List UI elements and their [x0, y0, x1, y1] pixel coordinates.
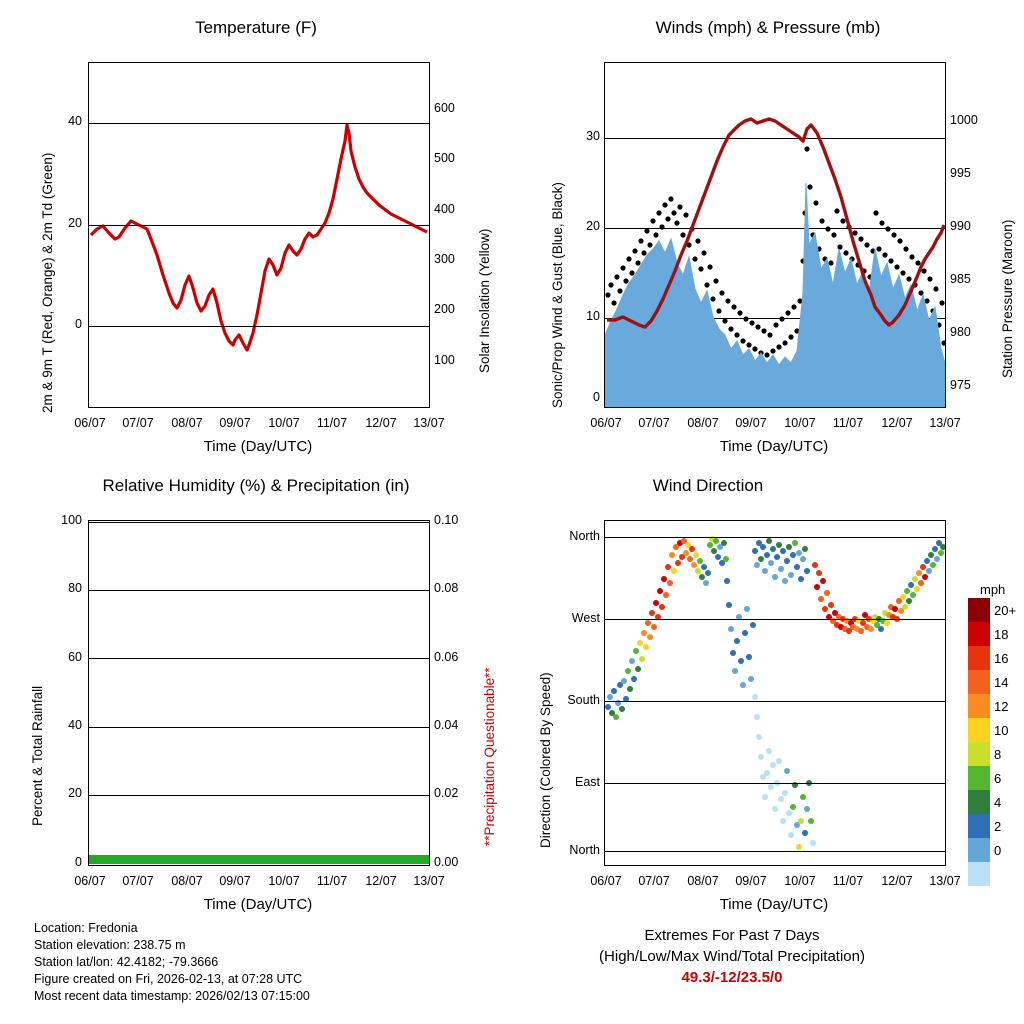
x-axis-label-temperature: Time (Day/UTC)	[203, 438, 313, 455]
x-tick-temp-3: 09/07	[219, 416, 251, 430]
y-axis-label-humidity-right: **Precipitation Questionable**	[482, 667, 497, 846]
x-tick-temp-6: 12/07	[365, 416, 397, 430]
x-tick-temp-2: 08/07	[171, 416, 203, 430]
x-tick-winds-0: 06/07	[590, 416, 622, 430]
panel-wind-direction	[512, 476, 1024, 916]
x-tick-hum-0: 06/07	[74, 874, 106, 888]
y-axis-label-winds-left: Sonic/Prop Wind & Gust (Blue, Black)	[550, 182, 565, 408]
x-tick-hum-1: 07/07	[122, 874, 154, 888]
x-tick-temp-4: 10/07	[268, 416, 300, 430]
legend-label-8: 4	[994, 795, 1002, 810]
y-tick-winds-right-990: 990	[950, 219, 971, 233]
x-tick-winds-7: 13/07	[929, 416, 961, 430]
plot-area-temperature	[88, 62, 430, 408]
legend-swatch-7	[968, 766, 990, 790]
x-tick-dir-5: 11/07	[832, 874, 864, 888]
x-tick-dir-7: 13/07	[929, 874, 961, 888]
y-tick-winds-right-995: 995	[950, 166, 971, 180]
x-tick-hum-2: 08/07	[171, 874, 203, 888]
legend-label-4: 12	[994, 699, 1009, 714]
x-tick-dir-1: 07/07	[638, 874, 670, 888]
legend-swatch-11	[968, 862, 990, 886]
y-axis-label-humidity-left: Percent & Total Rainfall	[30, 685, 45, 826]
x-tick-winds-2: 08/07	[687, 416, 719, 430]
x-tick-hum-7: 13/07	[413, 874, 445, 888]
legend-swatch-3	[968, 670, 990, 694]
y-tick-hum-right-000: 0.00	[434, 855, 459, 869]
legend-title-mph: mph	[980, 582, 1006, 597]
x-tick-dir-6: 12/07	[881, 874, 913, 888]
panel-humidity	[0, 476, 512, 916]
y-tick-hum-right-004: 0.04	[434, 718, 459, 732]
y-tick-winds-right-975: 975	[950, 378, 971, 392]
y-tick-dir-west: West	[571, 611, 600, 625]
legend-label-10: 0	[994, 843, 1002, 858]
y-tick-winds-right-985: 985	[950, 272, 971, 286]
panel-title-winds: Winds (mph) & Pressure (mb)	[655, 18, 881, 37]
legend-label-7: 6	[994, 771, 1002, 786]
x-tick-temp-1: 07/07	[122, 416, 154, 430]
y-axis-label-winds-right: Station Pressure (Maroon)	[1000, 219, 1015, 378]
legend-swatch-6	[968, 742, 990, 766]
legend-label-3: 14	[994, 675, 1009, 690]
y-tick-winds-left-10: 10	[586, 309, 600, 323]
y-tick-winds-right-980: 980	[950, 325, 971, 339]
y-tick-hum-left-80: 80	[68, 581, 82, 595]
legend-label-0: 20+	[994, 603, 1017, 618]
y-tick-temp-left-20: 20	[68, 216, 82, 230]
legend-swatch-2	[968, 646, 990, 670]
y-tick-temp-right-400: 400	[434, 202, 455, 216]
y-tick-dir-north-top: North	[569, 529, 600, 543]
plot-area-humidity	[88, 520, 430, 866]
wind-direction-scatter	[605, 521, 945, 865]
legend-swatch-5	[968, 718, 990, 742]
extremes-block	[512, 925, 952, 988]
y-tick-temp-left-0: 0	[75, 317, 82, 331]
extremes-line-2: (High/Low/Max Wind/Total Precipitation)	[599, 948, 865, 965]
x-axis-label-winds: Time (Day/UTC)	[719, 438, 829, 455]
y-tick-winds-left-20: 20	[586, 219, 600, 233]
y-tick-hum-left-20: 20	[68, 786, 82, 800]
legend-swatch-10	[968, 838, 990, 862]
x-tick-winds-4: 10/07	[784, 416, 816, 430]
footer-line-elevation: Station elevation: 238.75 m	[34, 938, 186, 952]
y-tick-temp-right-300: 300	[434, 252, 455, 266]
legend-label-6: 8	[994, 747, 1002, 762]
y-tick-winds-right-1000: 1000	[950, 113, 978, 127]
y-tick-temp-left-40: 40	[68, 114, 82, 128]
legend-label-2: 16	[994, 651, 1009, 666]
x-tick-dir-2: 08/07	[687, 874, 719, 888]
panel-temperature	[0, 18, 512, 458]
y-tick-winds-left-0: 0	[593, 390, 600, 404]
extremes-value: 49.3/-12/23.5/0	[681, 969, 783, 986]
y-axis-label-temperature-right: Solar Insolation (Yellow)	[477, 228, 492, 373]
plot-area-wind-direction	[604, 520, 946, 866]
y-tick-temp-right-600: 600	[434, 101, 455, 115]
footer-line-location: Location: Fredonia	[34, 921, 138, 935]
panel-winds	[512, 18, 1024, 458]
legend-swatch-1	[968, 622, 990, 646]
legend-swatch-8	[968, 790, 990, 814]
legend-swatch-4	[968, 694, 990, 718]
legend-swatch-9	[968, 814, 990, 838]
x-tick-hum-6: 12/07	[365, 874, 397, 888]
humidity-series-rainfall-green	[89, 521, 429, 865]
y-tick-hum-right-010: 0.10	[434, 513, 459, 527]
footer-line-timestamp: Most recent data timestamp: 2026/02/13 07:15:00	[34, 989, 310, 1003]
y-tick-hum-right-008: 0.08	[434, 581, 459, 595]
y-tick-dir-south: South	[567, 693, 600, 707]
footer-line-latlon: Station lat/lon: 42.4182; -79.3666	[34, 955, 219, 969]
plot-area-winds	[604, 62, 946, 408]
x-tick-hum-3: 09/07	[219, 874, 251, 888]
x-tick-temp-5: 11/07	[316, 416, 348, 430]
x-tick-temp-0: 06/07	[74, 416, 106, 430]
footer-line-created: Figure created on Fri, 2026-02-13, at 07:28 UTC	[34, 972, 303, 986]
extremes-line-1: Extremes For Past 7 Days	[644, 927, 820, 944]
x-tick-dir-4: 10/07	[784, 874, 816, 888]
legend-label-9: 2	[994, 819, 1002, 834]
y-tick-hum-left-0: 0	[75, 855, 82, 869]
x-tick-winds-5: 11/07	[832, 416, 864, 430]
y-tick-winds-left-30: 30	[586, 129, 600, 143]
y-tick-hum-left-60: 60	[68, 650, 82, 664]
x-axis-label-humidity: Time (Day/UTC)	[203, 896, 313, 913]
x-tick-dir-3: 09/07	[735, 874, 767, 888]
footer-metadata	[34, 920, 504, 1005]
legend-label-1: 18	[994, 627, 1009, 642]
y-tick-temp-right-200: 200	[434, 302, 455, 316]
y-tick-hum-right-002: 0.02	[434, 786, 459, 800]
x-tick-winds-6: 12/07	[881, 416, 913, 430]
winds-series-pressure-maroon	[605, 63, 945, 407]
x-tick-temp-7: 13/07	[413, 416, 445, 430]
x-tick-winds-3: 09/07	[735, 416, 767, 430]
panel-title-temperature: Temperature (F)	[195, 18, 317, 37]
y-tick-hum-right-006: 0.06	[434, 650, 459, 664]
legend-label-5: 10	[994, 723, 1009, 738]
x-tick-hum-5: 11/07	[316, 874, 348, 888]
y-tick-hum-left-40: 40	[68, 718, 82, 732]
x-axis-label-wind-direction: Time (Day/UTC)	[719, 896, 829, 913]
y-tick-temp-right-100: 100	[434, 353, 455, 367]
panel-title-wind-direction: Wind Direction	[652, 476, 764, 495]
y-axis-label-temperature-left: 2m & 9m T (Red, Orange) & 2m Td (Green)	[40, 152, 55, 413]
y-tick-hum-left-100: 100	[61, 513, 82, 527]
y-tick-dir-east: East	[574, 775, 600, 789]
panel-title-humidity: Relative Humidity (%) & Precipitation (in)	[102, 476, 410, 495]
temperature-series-red	[89, 63, 429, 407]
x-tick-dir-0: 06/07	[590, 874, 622, 888]
x-tick-hum-4: 10/07	[268, 874, 300, 888]
y-tick-temp-right-500: 500	[434, 151, 455, 165]
y-tick-dir-north-bottom: North	[569, 843, 600, 857]
x-tick-winds-1: 07/07	[638, 416, 670, 430]
legend-swatch-0	[968, 598, 990, 622]
y-axis-label-wind-direction: Direction (Colored By Speed)	[538, 672, 553, 848]
